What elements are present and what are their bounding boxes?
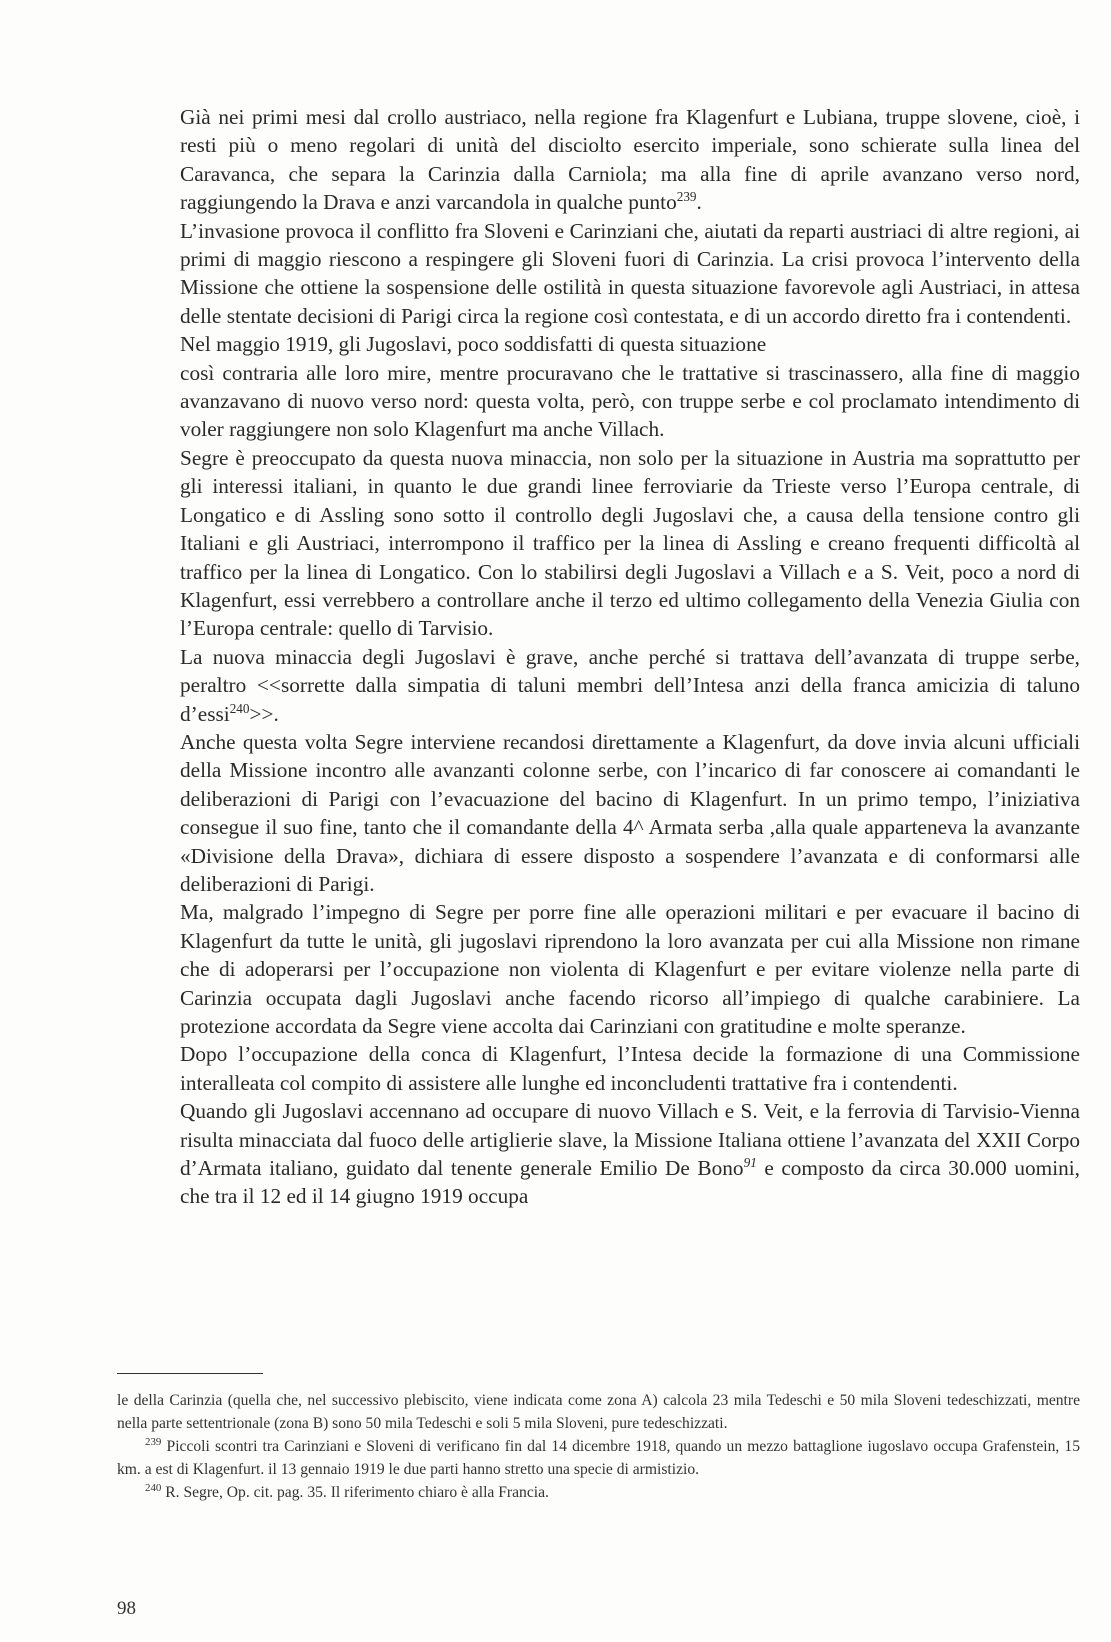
footnote-ref-239[interactable]: 239 xyxy=(676,189,697,205)
paragraph-7: Ma, malgrado l’impegno di Segre per porre fine alle operazioni militari e per evacuare il bacino di Klagenfurt da tutte le unità, gli jugoslavi riprendono la loro avanzata per cui alla Missione non rimane che di adoperarsi per l’occupazione non violenta di Klagenfurt e per evitare violenze nella parte di Carinzia occupata dagli Jugoslavi anche facendo ricorso all’impiego di qualche carabiniere. La protezione accordata da Segre viene accolta dai Carinziani con gratitudine e molte speranze. xyxy=(180,900,1080,1038)
footnotes xyxy=(117,1390,1080,1505)
footnote-ref-91[interactable]: 91 xyxy=(743,1154,757,1170)
footnote-number: 240 xyxy=(145,1482,162,1495)
footnote-continuation: le della Carinzia (quella che, nel successivo plebiscito, viene indicata come zona A) calcola 23 mila Tedeschi e 50 mila Sloveni tedeschizzati, mentre nella parte settentrionale (zona B) sono 50 mila Tedeschi e soli 5 mila Sloveni, pure tedeschizzati. xyxy=(117,1392,1080,1432)
footnote-separator xyxy=(117,1373,263,1374)
page-number: 98 xyxy=(117,1598,136,1619)
paragraph-2: L’invasione provoca il conflitto fra Sloveni e Carinziani che, aiutati da reparti austriaci di altre regioni, ai primi di maggio riescono a respingere gli Sloveni fuori di Carinzia. La crisi provoca l’intervento della Missione che ottiene la sospensione delle ostilità in questa situazione favorevole agli Austriaci, in attesa delle stentate decisioni di Parigi circa la regione così contestata, e di un accordo diretto fra i contendenti. xyxy=(180,218,1080,328)
paragraph-3-line-2: così contraria alle loro mire, mentre procuravano che le trattative si trascinassero, alla fine di maggio avanzavano di nuovo verso nord: questa volta, però, con truppe serbe e col proclamato intendimento di voler raggiungere non solo Klagenfurt ma anche Villach. xyxy=(180,360,1080,442)
footnote-ref-240[interactable]: 240 xyxy=(229,700,250,716)
paragraph-8: Dopo l’occupazione della conca di Klagenfurt, l’Intesa decide la formazione di una Commissione interalleata col compito di assistere alle lunghe ed inconcludenti trattative fra i contendenti. xyxy=(180,1042,1080,1095)
paragraph-4: Segre è preoccupato da questa nuova minaccia, non solo per la situazione in Austria ma soprattutto per gli interessi italiani, in quanto le due grandi linee ferroviarie da Trieste verso l’Europa centrale, di Longatico e di Assling sono sotto il controllo degli Jugoslavi che, a causa della tensione contro gli Italiani e gli Austriaci, interrompono il traffico per la linea di Assling e creano frequenti difficoltà al traffico per la linea di Longatico. Con lo stabilirsi degli Jugoslavi a Villach e a S. Veit, poco a nord di Klagenfurt, essi verrebbero a controllare anche il terzo ed ultimo collegamento della Venezia Giulia con l’Europa centrale: quello di Tarvisio. xyxy=(180,445,1080,641)
paragraph-9: Quando gli Jugoslavi accennano ad occupare di nuovo Villach e S. Veit, e la ferrovia di Tarvisio-Vienna risulta minacciata dal fuoco delle artiglierie slave, la Missione Italiana ottiene l’avanzata del XXII Corpo d’Armata italiano, guidato dal tenente generale Emilio De Bono$^{91}$ e composto da circa 30.000 uomini, che tra il 12 ed il 14 giugno 1919 occupa xyxy=(180,1099,1080,1209)
paragraph-6: Anche questa volta Segre interviene recandosi direttamente a Klagenfurt, da dove invia alcuni ufficiali della Missione incontro alle avanzanti colonne serbe, con l’incarico di far conoscere ai comandanti le deliberazioni di Parigi con l’evacuazione del bacino di Klagenfurt. In un primo tempo, l’iniziativa consegue il suo fine, tanto che il comandante della 4^ Armata serba ,alla quale apparteneva la avanzante «Divisione della Drava», dichiara di essere disposto a sospendere l’avanzata e di conformarsi alle deliberazioni di Parigi. xyxy=(180,729,1080,896)
paragraph-5: La nuova minaccia degli Jugoslavi è grave, anche perché si trattava dell’avanzata di truppe serbe, peraltro <<sorrette dalla simpatia di taluni membri dell’Intesa anzi della franca amicizia di taluno d’essi$^{240}$>>. xyxy=(180,644,1080,726)
footnote-number: 239 xyxy=(145,1436,162,1448)
footnote-239: $^{239}$ Piccoli scontri tra Carinziani e Sloveni di verificano fin dal 14 dicembre 1918, quando un mezzo battaglione iugoslavo occupa Grafenstein, 15 km. a est di Klagenfurt. il 13 gennaio 1919 le due parti hanno stretto una specie di armistizio. xyxy=(117,1436,1081,1478)
main-text xyxy=(180,103,1080,1211)
footnote-240: $^{240}$ R. Segre, Op. cit. pag. 35. Il riferimento chiaro è alla Francia. xyxy=(145,1482,549,1502)
paragraph-3-line-1: Nel maggio 1919, gli Jugoslavi, poco soddisfatti di questa situazione xyxy=(180,332,767,357)
paragraph-1: Già nei primi mesi dal crollo austriaco, nella regione fra Klagenfurt e Lubiana, truppe slovene, cioè, i resti più o meno regolari di unità del disciolto esercito imperiale, sono schierate sulla linea del Caravanca, che separa la Carinzia dalla Carniola; ma alla fine di aprile avanzano verso nord, raggiungendo la Drava e anzi varcandola in qualche punto$^{239}$. xyxy=(180,105,1080,215)
